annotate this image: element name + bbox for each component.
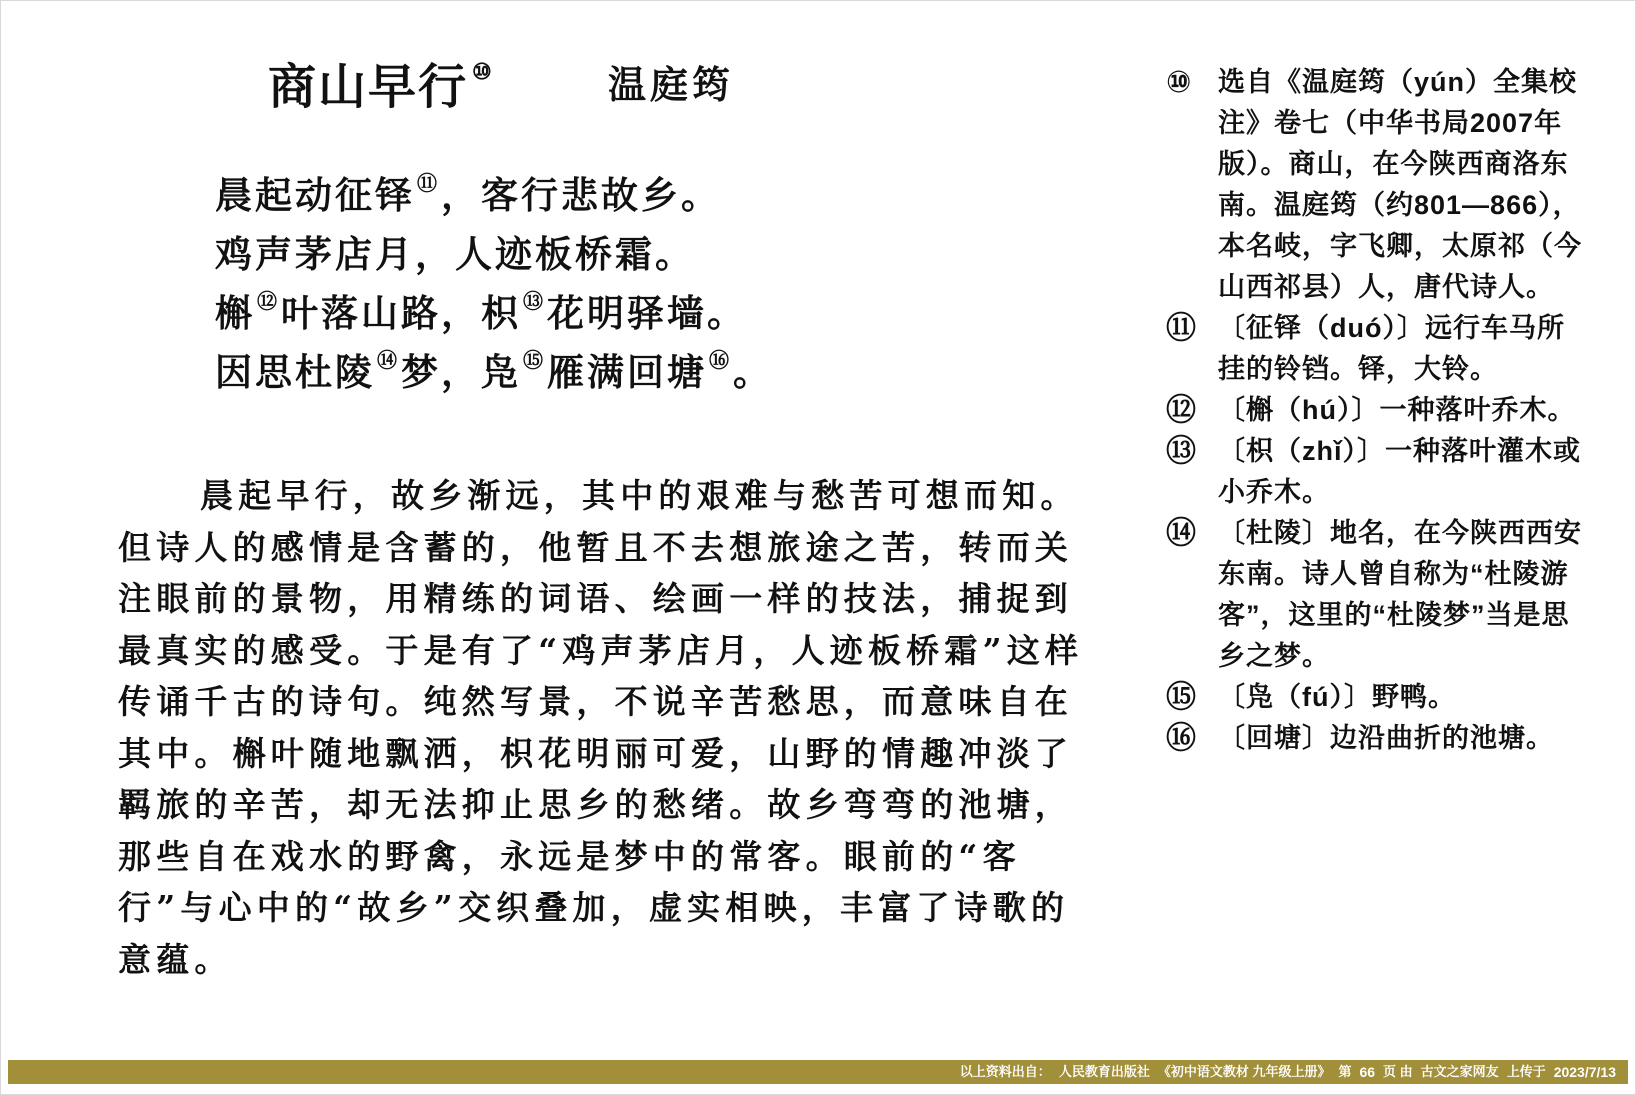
footnote-text: 〔凫（fú）〕野鸭。 <box>1218 682 1456 712</box>
footnotes-list <box>1166 62 1586 759</box>
footnote-16 <box>1166 718 1586 759</box>
upload-label: 上传于 <box>1506 1064 1546 1079</box>
source-book[interactable]: 《初中语文教材 九年级上册》 <box>1157 1064 1331 1079</box>
note-mark: ⑯ <box>709 348 729 372</box>
poem-title <box>268 48 496 117</box>
footnote-number: ⑭ <box>1166 517 1197 550</box>
poem-title-text: 商山早行 <box>268 59 469 115</box>
poem-line-2: 鸡声茅店月，人迹板桥霜。 <box>215 232 695 276</box>
footnote-text: 〔杜陵〕地名，在今陕西西安东南。诗人曾自称为“杜陵游客”，这里的“杜陵梦”当是思乡之梦。 <box>1218 518 1582 671</box>
note-mark: ⑭ <box>377 348 397 372</box>
cropped-text-fragment <box>1218 0 1358 12</box>
footnote-text: 〔槲（hú）〕一种落叶乔木。 <box>1218 395 1576 425</box>
footnote-10 <box>1166 62 1586 308</box>
poem-line-1: 晨起动征铎 ⑪ ，客行悲故乡。 <box>215 171 721 217</box>
note-mark: ⑬ <box>523 289 543 313</box>
note-mark: ⑪ <box>417 171 437 195</box>
note-mark: ⑫ <box>257 289 277 313</box>
footnote-number: ⑮ <box>1166 681 1197 714</box>
source-publisher: 人民教育出版社 <box>1058 1064 1150 1079</box>
title-note-mark: ⑩ <box>472 59 492 85</box>
source-info-bar <box>8 1060 1628 1084</box>
footnote-number: ⑬ <box>1166 435 1197 468</box>
footnote-12 <box>1166 390 1586 431</box>
footnote-text: 〔回塘〕边沿曲折的池塘。 <box>1218 723 1554 753</box>
note-mark: ⑮ <box>523 348 543 372</box>
footnote-14 <box>1166 513 1586 677</box>
footnote-number: ⑯ <box>1166 722 1197 755</box>
footnote-11 <box>1166 308 1586 390</box>
source-prefix: 以上资料出自： <box>959 1064 1051 1079</box>
page-number: 66 <box>1359 1064 1376 1080</box>
upload-date: 2023/7/13 <box>1553 1064 1616 1080</box>
footnote-text: 〔征铎（duó）〕远行车马所挂的铃铛。铎，大铃。 <box>1218 313 1565 384</box>
footnote-number: ⑫ <box>1166 394 1197 427</box>
poem-line-3: 槲 ⑫ 叶落山路，枳 ⑬ 花明驿墙。 <box>215 289 747 335</box>
commentary-paragraph: 晨起早行，故乡渐远，其中的艰难与愁苦可想而知。但诗人的感情是含蓄的，他暂且不去想旅途之苦，转而关注眼前的景物，用精练的词语、绘画一样的技法，捕捉到最真实的感受。于是有了“鸡声茅店月，人迹板桥霜”这样传诵千古的诗句。纯然写景，不说辛苦愁思，而意味自在其中。槲叶随地飘洒，枳花明丽可爱，山野的情趣冲淡了羁旅的辛苦，却无法抑止思乡的愁绪。故乡弯弯的池塘，那些自在戏水的野禽，永远是梦中的常客。眼前的“客行”与心中的“故乡”交织叠加，虚实相映，丰富了诗歌的意蕴。 <box>118 476 1084 979</box>
footnote-text: 选自《温庭筠（yún）全集校注》卷七（中华书局2007年版）。商山，在今陕西商洛东南。温庭筠（约801—866），本名岐，字飞卿，太原祁（今山西祁县）人，唐代诗人。 <box>1218 67 1582 302</box>
footnote-number: ⑩ <box>1166 66 1193 99</box>
footnote-13 <box>1166 431 1586 513</box>
footnote-15 <box>1166 677 1586 718</box>
page-label-post: 页 由 <box>1383 1064 1413 1079</box>
footnote-text: 〔枳（zhǐ）〕一种落叶灌木或小乔木。 <box>1218 436 1581 507</box>
page-label-pre: 第 <box>1338 1064 1352 1079</box>
uploader-name[interactable]: 古文之家网友 <box>1420 1064 1499 1079</box>
footnote-number: ⑪ <box>1166 312 1197 345</box>
poem-line-4: 因思杜陵 ⑭ 梦，凫 ⑮ 雁满回塘 ⑯ 。 <box>215 348 773 394</box>
poem-author: 温庭筠 <box>608 62 735 107</box>
